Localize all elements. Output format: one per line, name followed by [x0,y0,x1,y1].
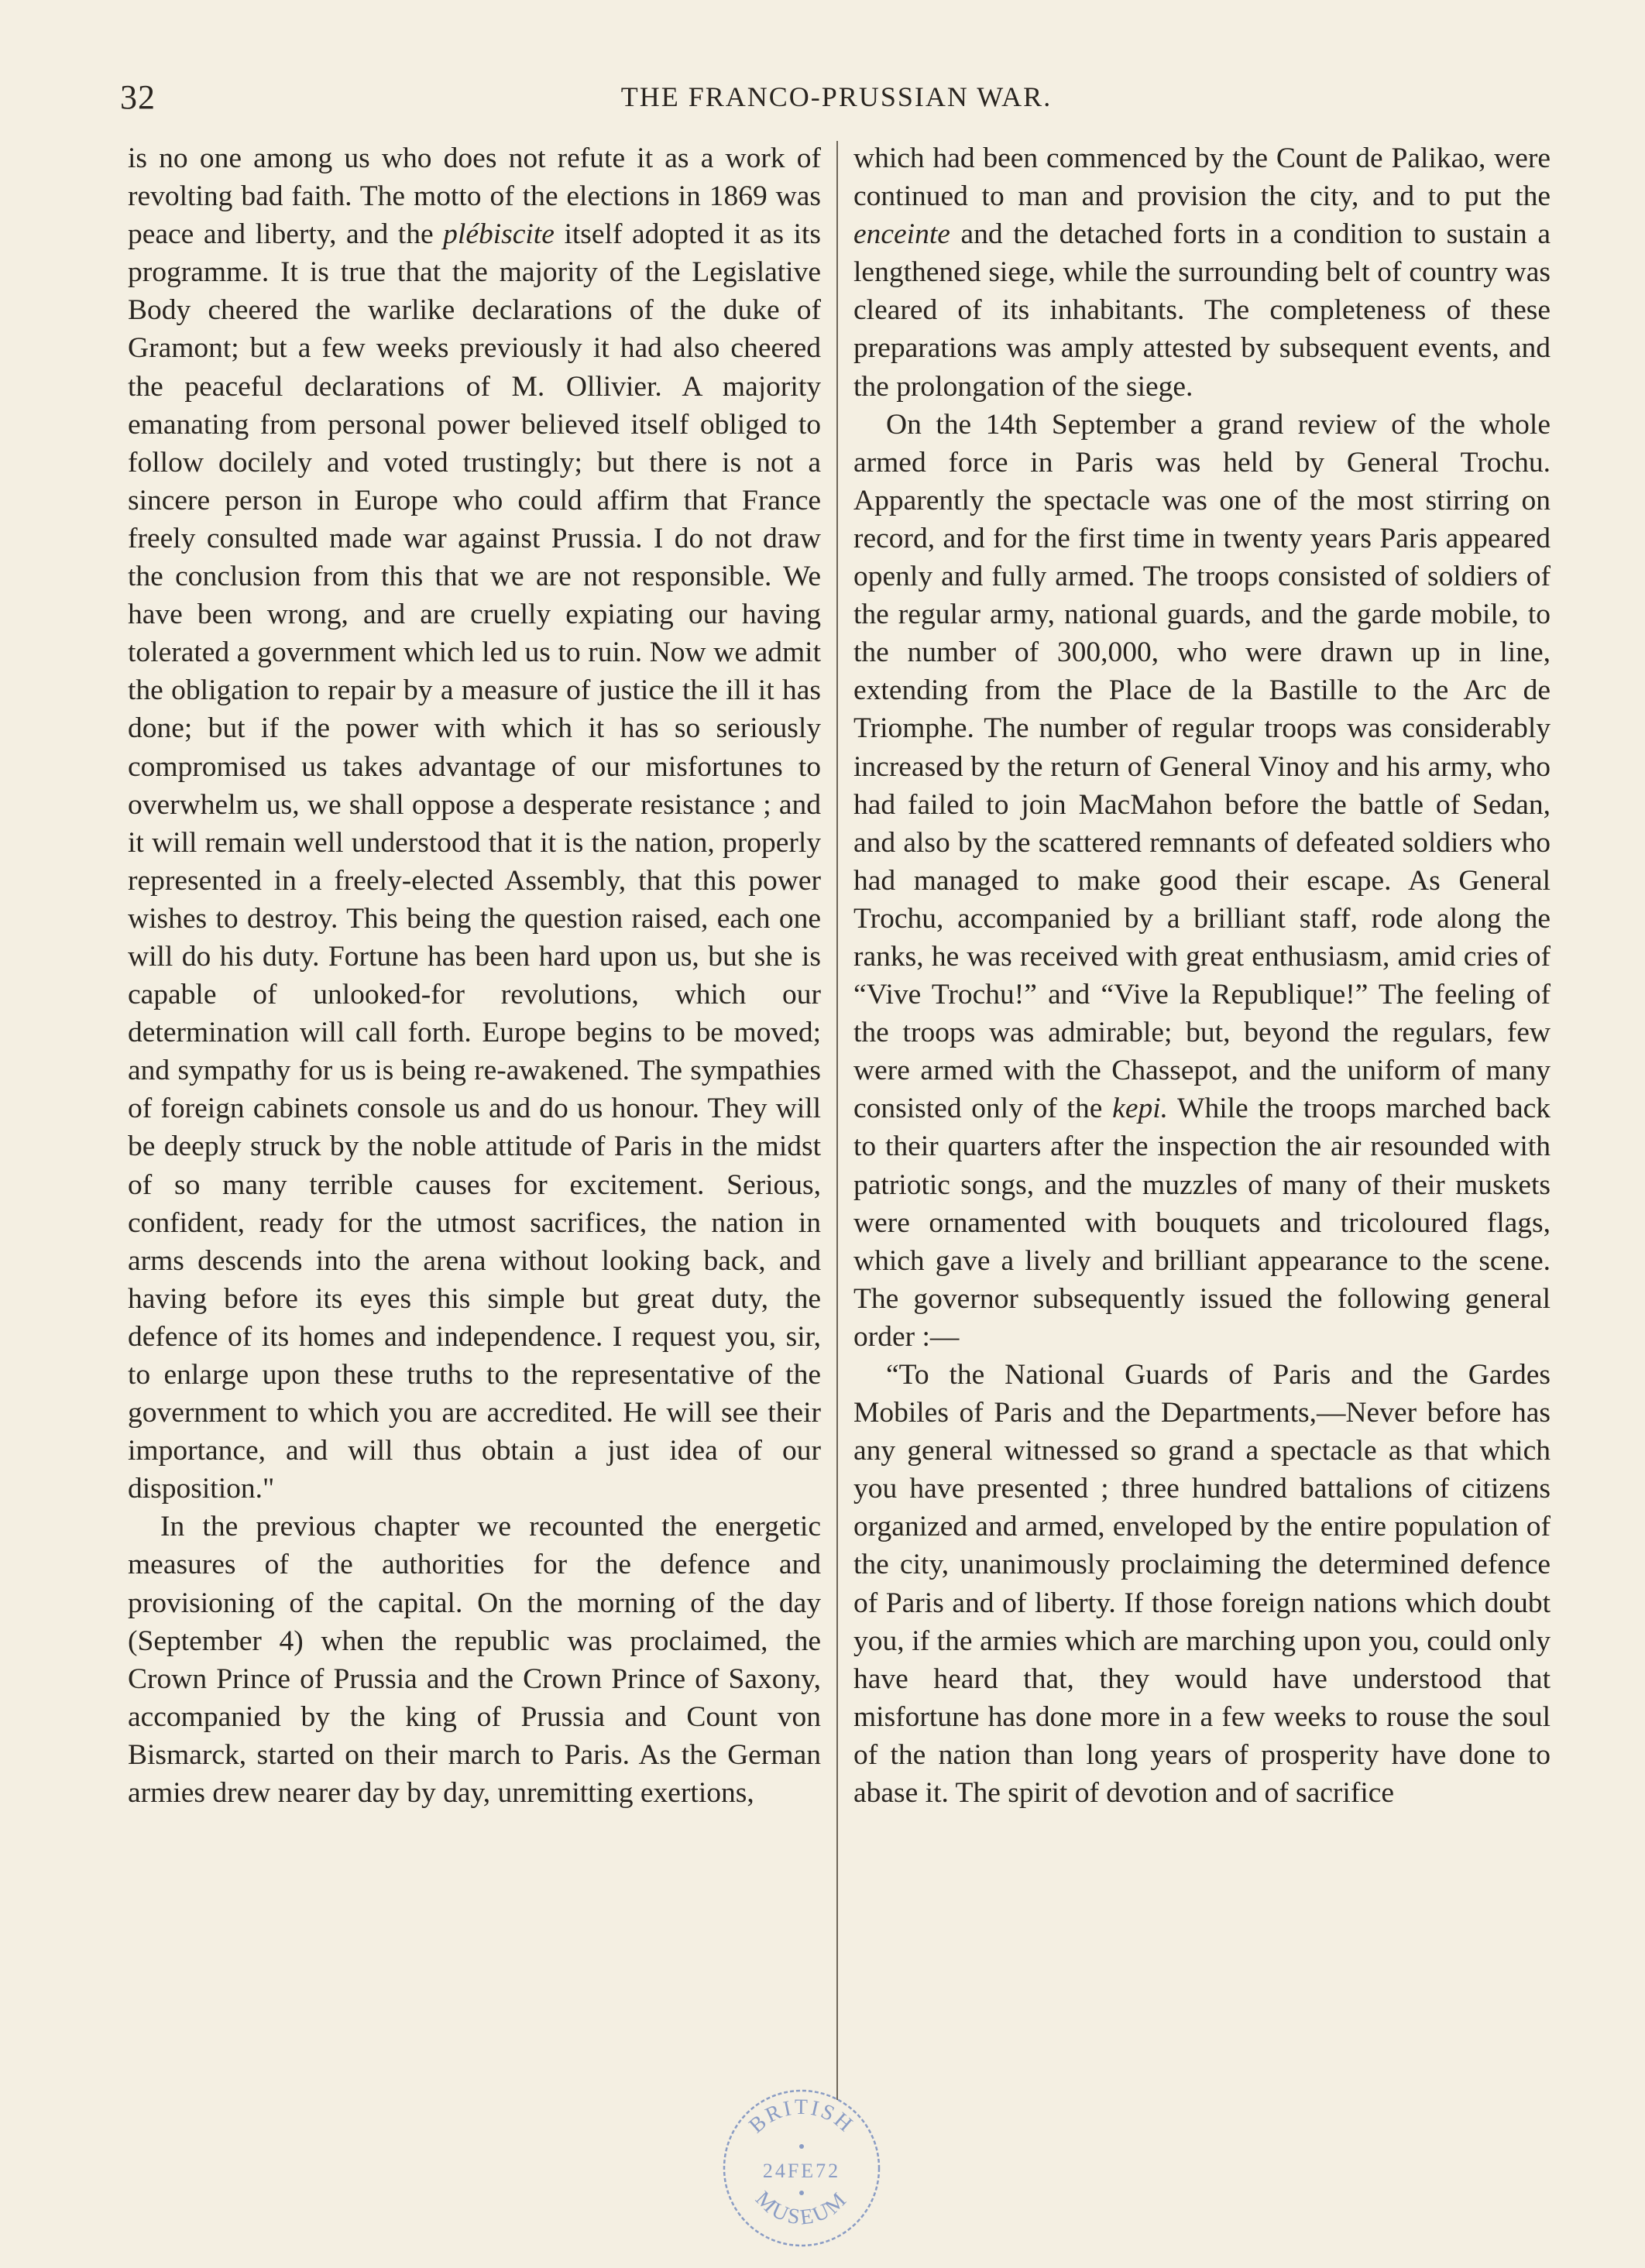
running-title: THE FRANCO-PRUSSIAN WAR. [620,81,1053,112]
british-museum-stamp [716,2083,887,2253]
stamp-dot [799,2144,804,2149]
left-p1-text-a: is no one among us who does not refute it as a work of revolting bad faith. The motto of the elections in 1869 was peace and liberty, and the [128,142,821,251]
left-column [128,139,821,1812]
stamp-top-text: BRITISH [744,2095,859,2139]
right-p2-text-b: While the troops marched back to their quarters after the inspection the air resounded with patriotic songs, and the muzzles of many of their muskets were ornamented with bouquets and tricoloured flags, which gave a lively and brilliant appearance to the scene. The governor subsequently issued the following general order :— [853,1093,1551,1353]
right-p2-italic: kepi. [1112,1093,1169,1125]
left-paragraph-1 [128,139,821,1508]
right-paragraph-1 [853,139,1551,406]
right-paragraph-3: “To the National Guards of Paris and the Gardes Mobiles of Paris and the Departments,—Never before has any general witnessed so grand a spectacle as that which you have presented ; three hundred battalions of citizens organized and armed, enveloped by the entire population of the city, unanimously proclaiming the determined defence of Paris and of liberty. If those foreign nations which doubt you, if the armies which are marching upon you, could only have heard that, they would have understood that misfortune has done more in a few weeks to rouse the soul of the nation than long years of prosperity have done to abase it. The spirit of devotion and of sacrifice [853,1359,1551,1810]
left-p1-italic: plébiscite [443,218,555,251]
page-number: 32 [120,78,156,116]
stamp-dot [799,2191,804,2195]
right-p1-text-b: and the detached forts in a condition to sustain a lengthened siege, while the surrounding belt of country was cleared of its inhabitants. The completeness of these preparations was amply attested by subsequent events, and the prolongation of the siege. [853,218,1551,403]
stamp-bottom-text: MUSEUM [750,2187,853,2230]
column-divider [836,141,838,2100]
right-p2-text-a: On the 14th September a grand review of the whole armed force in Paris was held by General Trochu. Apparently the spectacle was one of the most stirring on record, and for the first time in twenty years Paris appeared openly and fully armed. The troops consisted of soldiers of the regular army, national guards, and the garde mobile, to the number of 300,000, who were drawn up in line, extending from the Place de la Bastille to the Arc de Triomphe. The number of regular troops was considerably increased by the return of General Vinoy and his army, who had failed to join MacMahon before the battle of Sedan, and also by the scattered remnants of defeated soldiers who had managed to make good their escape. As General Trochu, accompanied by a brilliant staff, rode along the ranks, he was received with great enthusiasm, amid cries of “Vive Trochu!” and “Vive la Republique!” The feeling of the troops was admirable; but, beyond the regulars, few were armed with the Chassepot, and the uniform of many consisted only of the [853,408,1551,1125]
left-p1-text-b: itself adopted it as its programme. It is true that the majority of the Legislative Body cheered the warlike declarations of the duke of Gramont; but a few weeks previously it had also cheered the peaceful declarations of M. Ollivier. A majority emanating from personal power believed itself obliged to follow docilely and voted trustingly; but there is not a sincere person in Europe who could affirm that France freely consulted made war against Prussia. I do not draw the conclusion from this that we are not responsible. We have been wrong, and are cruelly expiating our having tolerated a government which led us to ruin. Now we admit the obligation to repair by a measure of justice the ill it has done; but if the power with which it has so seriously compromised us takes advantage of our misfortunes to overwhelm us, we shall oppose a desperate resistance ; and it will remain well understood that it is the nation, properly represented in a freely-elected Assembly, that this power wishes to destroy. This being the question raised, each one will do his duty. Fortune has been hard upon us, but she is capable of unlooked-for revolutions, which our determination will call forth. Europe begins to be moved; and sympathy for us is being re-awakened. The sympathies of foreign cabinets console us and do us honour. They will be deeply struck by the noble attitude of Paris in the midst of so many terrible causes for excitement. Serious, confident, ready for the utmost sacrifices, the nation in arms descends into the arena without looking back, and having before its eyes this simple but great duty, the defence of its homes and independence. I request you, sir, to enlarge upon these truths to the representative of the government to which you are accredited. He will see their importance, and will thus obtain a just idea of our disposition." [128,218,821,1505]
right-column [853,139,1551,1812]
right-p1-text-a: which had been commenced by the Count de Palikao, were continued to man and provision the city, and to put the [853,142,1551,213]
page-header [120,77,1553,124]
left-paragraph-2: In the previous chapter we recounted the energetic measures of the authorities for the defence and provisioning of the capital. On the morning of the day (September 4) when the republic was proclaimed, the Crown Prince of Prussia and the Crown Prince of Saxony, accompanied by the king of Prussia and Count von Bismarck, started on their march to Paris. As the German armies drew nearer day by day, unremitting exertions, [128,1511,821,1810]
right-p1-italic: enceinte [853,218,950,251]
stamp-date: 24FE72 [762,2160,841,2182]
right-paragraph-2 [853,406,1551,1356]
